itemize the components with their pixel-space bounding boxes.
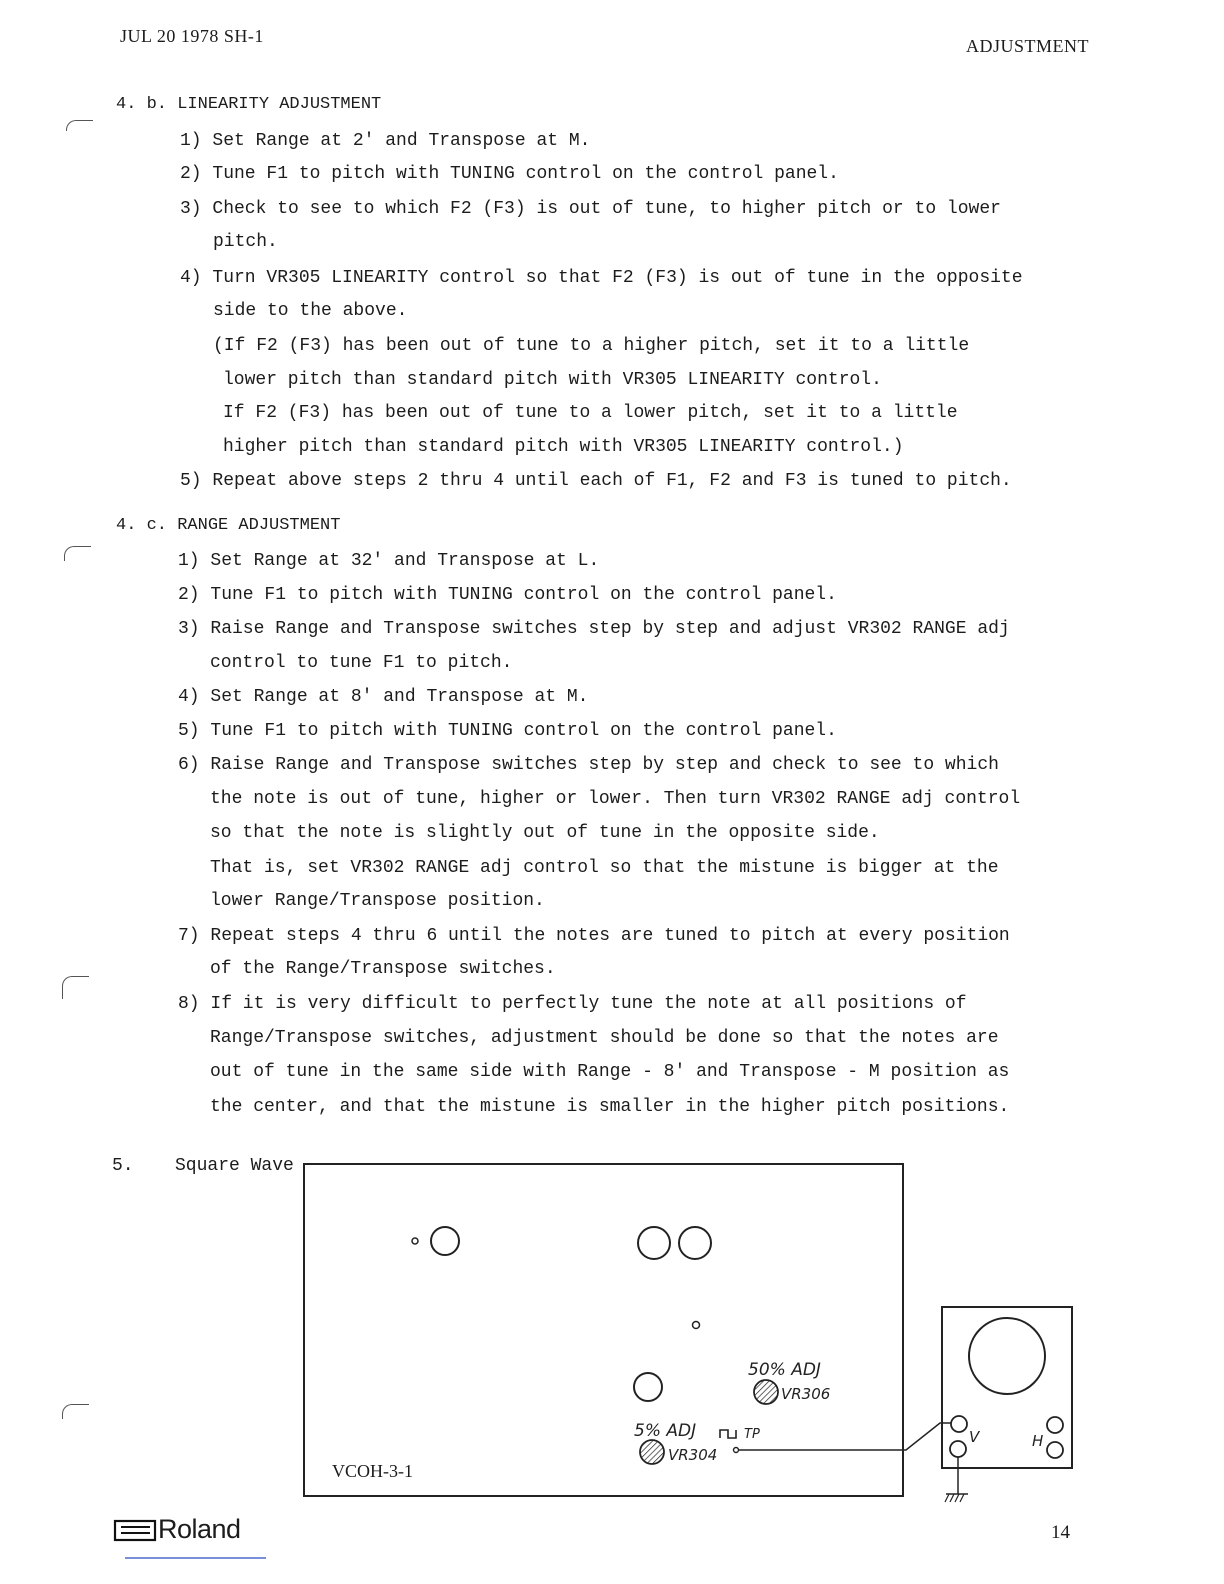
step-line: Range/Transpose switches, adjustment should be done so that the notes are [210,1028,999,1048]
square-wave-title: Square Wave [175,1156,294,1176]
probe-lead-wire [739,1423,951,1450]
test-point [734,1448,739,1453]
board-circle [679,1227,711,1259]
board-hole [693,1322,700,1329]
ground-symbol-icon [945,1494,968,1502]
vr304-label: VR304 [668,1446,718,1464]
range-title: 4. c. RANGE ADJUSTMENT [116,516,341,535]
step-line: side to the above. [213,301,408,321]
step-line: 4) Set Range at 8' and Transpose at M. [178,687,589,707]
step-line: 4) Turn VR305 LINEARITY control so that F2 (F3) is out of tune in the opposite [180,268,1023,288]
step-line: higher pitch than standard pitch with VR305 LINEARITY control.) [223,437,904,457]
h-input-jack [1047,1417,1063,1433]
oscilloscope-screen [969,1318,1045,1394]
scope-v-label: V [969,1428,980,1446]
board-circle [634,1373,662,1401]
step-line: 8) If it is very difficult to perfectly tune the note at all positions of [178,994,967,1014]
document-date-model: JUL 20 1978 SH-1 [120,26,264,46]
roland-logo-icon [115,1521,155,1540]
board-label: VCOH-3-1 [332,1461,413,1481]
h-ground-jack [1047,1442,1063,1458]
step-line: 7) Repeat steps 4 thru 6 until the notes are tuned to pitch at every position [178,926,1010,946]
step-line: 3) Check to see to which F2 (F3) is out of tune, to higher pitch or to lower [180,199,1001,219]
step-line: lower Range/Transpose position. [210,891,545,911]
square-wave-number: 5. [112,1156,134,1176]
step-line: 1) Set Range at 32' and Transpose at L. [178,551,600,571]
vr306-trimmer-icon [754,1380,778,1404]
pcb-board-outline [304,1164,903,1496]
adj5-label: 5% ADJ [634,1421,697,1441]
v-input-jack [951,1416,967,1432]
step-line: 3) Raise Range and Transpose switches step by step and adjust VR302 RANGE adj [178,619,1010,639]
step-line: 2) Tune F1 to pitch with TUNING control on the control panel. [178,585,837,605]
step-line: the note is out of tune, higher or lower. Then turn VR302 RANGE adj control [210,789,1021,809]
board-circle [638,1227,670,1259]
oscilloscope-outline [942,1307,1072,1468]
square-wave-symbol-icon [720,1430,736,1438]
board-hole [412,1238,418,1244]
vr306-label: VR306 [781,1385,831,1403]
step-line: control to tune F1 to pitch. [210,653,513,673]
step-line: 1) Set Range at 2' and Transpose at M. [180,131,591,151]
step-line: so that the note is slightly out of tune in the opposite side. [210,823,880,843]
step-line: If F2 (F3) has been out of tune to a lower pitch, set it to a little [223,403,958,423]
step-line: pitch. [213,232,278,252]
scope-h-label: H [1032,1432,1044,1450]
step-line: lower pitch than standard pitch with VR305 LINEARITY control. [223,370,882,390]
tp-label: TP [744,1427,760,1442]
step-line: That is, set VR302 RANGE adj control so that the mistune is bigger at the [210,858,999,878]
step-line: (If F2 (F3) has been out of tune to a higher pitch, set it to a little [213,336,970,356]
step-line: the center, and that the mistune is smaller in the higher pitch positions. [210,1097,1010,1117]
step-line: 6) Raise Range and Transpose switches step by step and check to see to which [178,755,999,775]
adj50-label: 50% ADJ [748,1360,821,1380]
v-ground-jack [950,1441,966,1457]
step-line: out of tune in the same side with Range - 8' and Transpose - M position as [210,1062,1010,1082]
roland-logo: Roland [158,1514,241,1544]
board-circle [431,1227,459,1255]
vr304-trimmer-icon [640,1440,664,1464]
section-heading: ADJUSTMENT [966,36,1090,56]
page-number: 14 [1051,1522,1070,1543]
step-line: 5) Tune F1 to pitch with TUNING control on the control panel. [178,721,837,741]
step-line: of the Range/Transpose switches. [210,959,556,979]
linearity-title: 4. b. LINEARITY ADJUSTMENT [116,95,382,114]
step-line: 5) Repeat above steps 2 thru 4 until each of F1, F2 and F3 is tuned to pitch. [180,471,1012,491]
step-line: 2) Tune F1 to pitch with TUNING control on the control panel. [180,164,839,184]
